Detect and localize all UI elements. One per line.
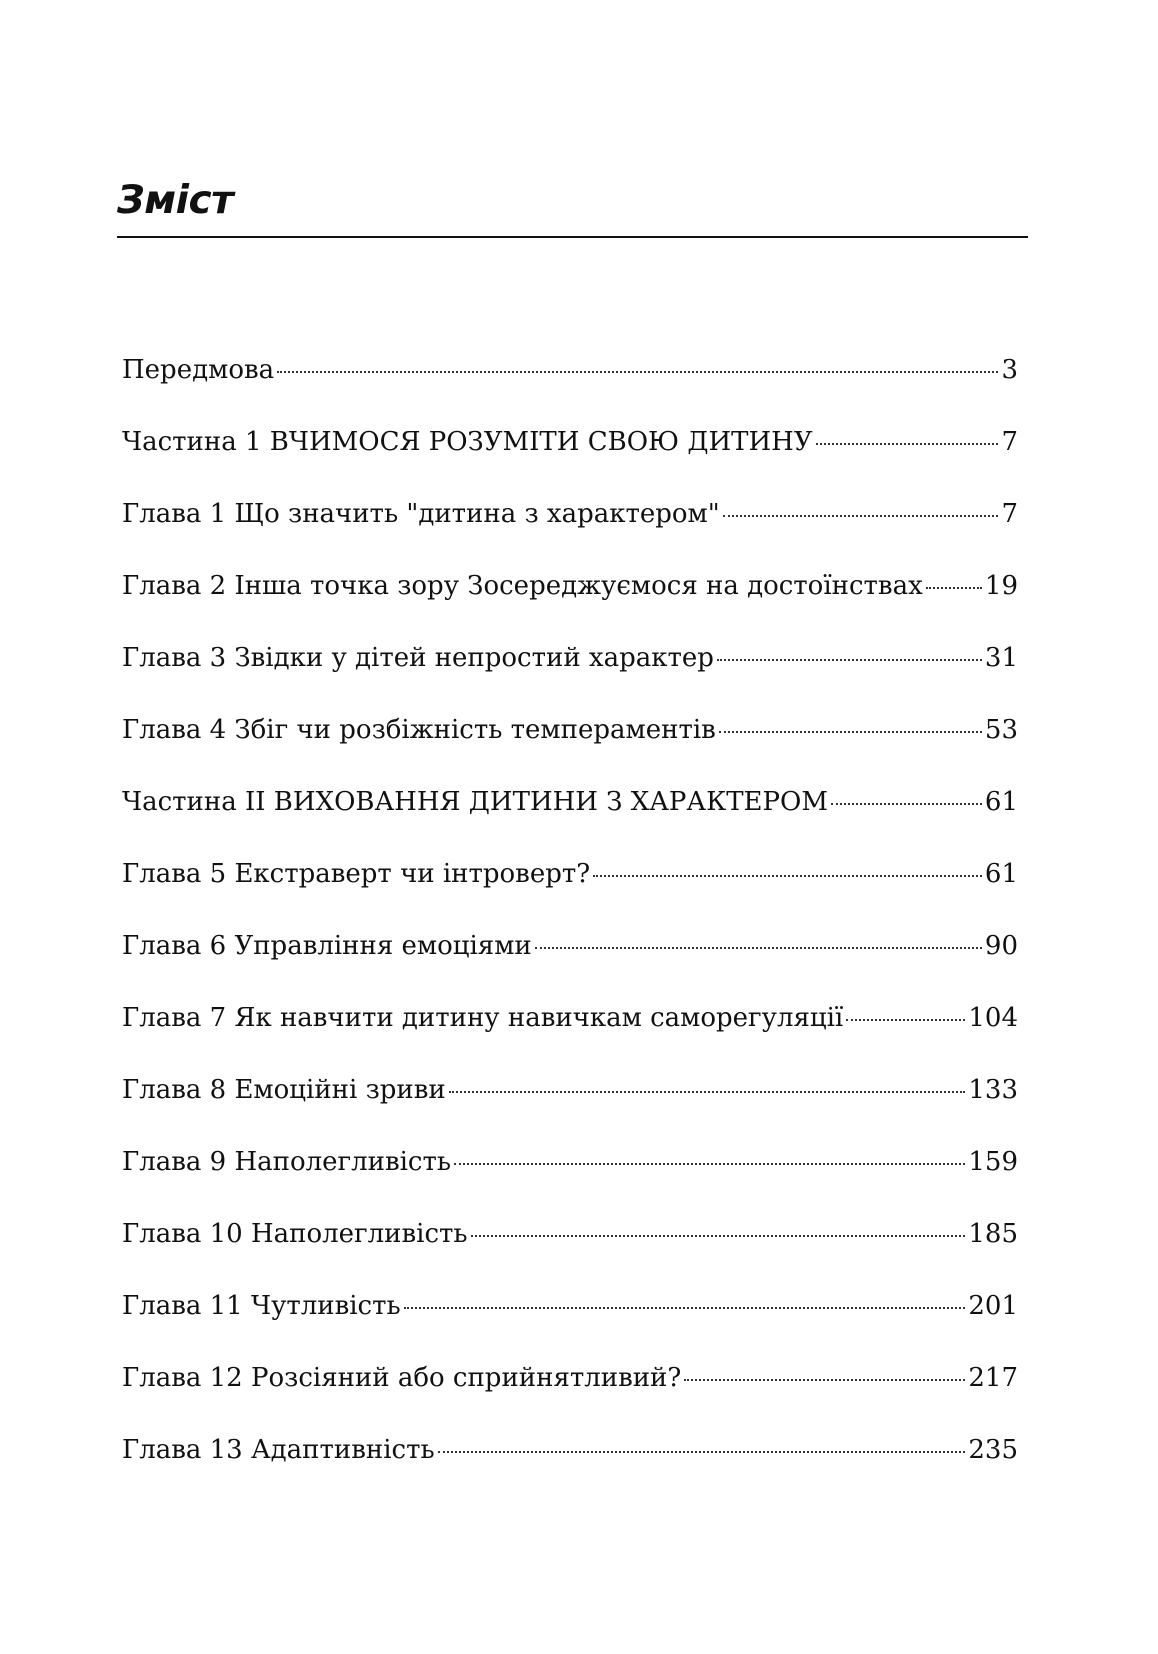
toc-page-number: 3 (1001, 355, 1018, 385)
toc-page-number: 19 (984, 571, 1018, 601)
toc-entry-chapter-12[interactable] (122, 1358, 1018, 1430)
toc-dot-leader (723, 515, 999, 517)
toc-entry-chapter-3[interactable] (122, 638, 1018, 710)
toc-dot-leader (454, 1163, 965, 1165)
toc-page-number: 235 (968, 1435, 1018, 1465)
toc-entry-chapter-11[interactable] (122, 1286, 1018, 1358)
toc-dot-leader (926, 587, 982, 589)
toc-dot-leader (404, 1307, 966, 1309)
toc-entry-part-1[interactable] (122, 422, 1018, 494)
toc-page-number: 31 (984, 643, 1018, 673)
toc-entry-chapter-6[interactable] (122, 926, 1018, 998)
toc-entry-title: Глава 7 Як навчити дитину навичкам саморегуляції (122, 1003, 844, 1033)
toc-dot-leader (438, 1451, 966, 1453)
toc-entry-title: Глава 11 Чутливість (122, 1291, 401, 1321)
toc-entry-title: Глава 3 Звідки у дітей непростий характер (122, 643, 714, 673)
toc-page-number: 185 (968, 1219, 1018, 1249)
toc-entry-chapter-10[interactable] (122, 1214, 1018, 1286)
toc-page-number: 61 (984, 859, 1018, 889)
page-title: Зміст (117, 178, 234, 223)
toc-dot-leader (535, 947, 982, 949)
toc-dot-leader (471, 1235, 966, 1237)
toc-entry-title: Глава 8 Емоційні зриви (122, 1075, 446, 1105)
toc-dot-leader (717, 659, 982, 661)
toc-entry-title: Передмова (122, 355, 275, 385)
toc-page-number: 7 (1001, 499, 1018, 529)
toc-dot-leader (719, 731, 982, 733)
toc-dot-leader (816, 443, 999, 445)
toc-entry-chapter-13[interactable] (122, 1430, 1018, 1502)
toc-entry-chapter-2[interactable] (122, 566, 1018, 638)
toc-dot-leader (831, 803, 982, 805)
toc-dot-leader (593, 875, 982, 877)
toc-entry-chapter-5[interactable] (122, 854, 1018, 926)
toc-entry-part-2[interactable] (122, 782, 1018, 854)
toc-dot-leader (684, 1379, 965, 1381)
toc-page-number: 61 (984, 787, 1018, 817)
toc-page-number: 201 (968, 1291, 1018, 1321)
toc-entry-title: Глава 10 Наполегливість (122, 1219, 468, 1249)
toc-entry-title: Глава 6 Управління емоціями (122, 931, 532, 961)
toc-entry-chapter-9[interactable] (122, 1142, 1018, 1214)
toc-entry-title: Глава 13 Адаптивність (122, 1435, 435, 1465)
toc-entry-chapter-1[interactable] (122, 494, 1018, 566)
toc-entry-title: Глава 2 Інша точка зору Зосереджуємося на достоїнствах (122, 571, 923, 601)
toc-entry-title: Частина II ВИХОВАННЯ ДИТИНИ З ХАРАКТЕРОМ (122, 787, 828, 817)
toc-page-number: 217 (968, 1363, 1018, 1393)
toc-entry-preface[interactable] (122, 350, 1018, 422)
toc-entry-title: Глава 4 Збіг чи розбіжність темпераментів (122, 715, 716, 745)
toc-entry-chapter-7[interactable] (122, 998, 1018, 1070)
toc-entry-title: Частина 1 ВЧИМОСЯ РОЗУМІТИ СВОЮ ДИТИНУ (122, 427, 813, 457)
toc-page-number: 7 (1001, 427, 1018, 457)
toc-page-number: 53 (984, 715, 1018, 745)
toc-entry-title: Глава 1 Що значить "дитина з характером" (122, 499, 720, 529)
toc-page-number: 159 (968, 1147, 1018, 1177)
toc-entry-chapter-8[interactable] (122, 1070, 1018, 1142)
toc-entry-title: Глава 12 Розсіяний або сприйнятливий? (122, 1363, 682, 1393)
toc-page-number: 90 (984, 931, 1018, 961)
toc-entry-title: Глава 5 Екстраверт чи інтроверт? (122, 859, 591, 889)
toc-page-number: 133 (968, 1075, 1018, 1105)
toc-entry-title: Глава 9 Наполегливість (122, 1147, 452, 1177)
title-rule (117, 236, 1028, 238)
toc-entry-chapter-4[interactable] (122, 710, 1018, 782)
table-of-contents (122, 350, 1018, 1502)
toc-dot-leader (449, 1091, 966, 1093)
toc-dot-leader (277, 371, 998, 373)
toc-dot-leader (846, 1019, 965, 1021)
toc-page-number: 104 (968, 1003, 1018, 1033)
